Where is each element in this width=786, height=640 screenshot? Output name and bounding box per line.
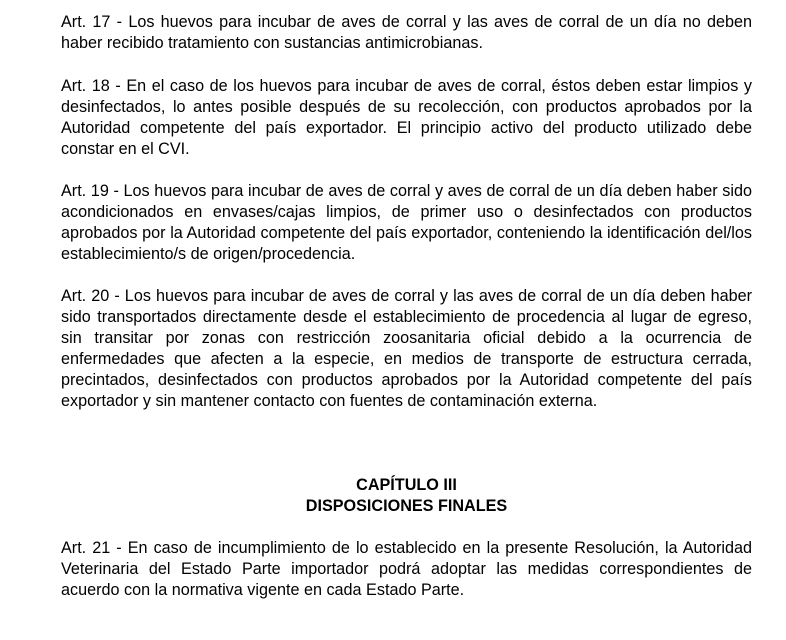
article-20: Art. 20 - Los huevos para incubar de aves de corral y las aves de corral de un día deben haber sido transportados directamente desde el establecimiento de procedencia al lugar de egreso, sin transitar por zonas con restricción zoosanitaria oficial debido a la ocurrencia de enfermedades que afecten a la especie, en medios de transporte de estructura cerrada, precintados, desinfectados con productos aprobados por la Autoridad competente del país exportador y sin mantener contacto con fuentes de contaminación externa.	[61, 287, 752, 410]
chapter-number: CAPÍTULO III	[356, 476, 457, 494]
article-17: Art. 17 - Los huevos para incubar de aves de corral y las aves de corral de un día no deben haber recibido tratamiento con sustancias antimicrobianas.	[61, 13, 752, 52]
article-21: Art. 21 - En caso de incumplimiento de lo establecido en la presente Resolución, la Autoridad Veterinaria del Estado Parte importador podrá adoptar las medidas correspondientes de acuerdo con la normativa vigente en cada Estado Parte.	[61, 539, 752, 599]
article-18: Art. 18 - En el caso de los huevos para incubar de aves de corral, éstos deben estar limpios y desinfectados, lo antes posible después de su recolección, con productos aprobados por la Autoridad competente del país exportador. El principio activo del producto utilizado debe constar en el CVI.	[61, 77, 752, 158]
document-page	[61, 12, 752, 622]
chapter-heading	[61, 475, 752, 517]
article-19: Art. 19 - Los huevos para incubar de aves de corral y aves de corral de un día deben haber sido acondicionados en envases/cajas limpios, de primer uso o desinfectados con productos aprobados por la Autoridad competente del país exportador, conteniendo la identificación del/los establecimiento/s de origen/procedencia.	[61, 182, 752, 263]
chapter-title: DISPOSICIONES FINALES	[305, 497, 508, 515]
